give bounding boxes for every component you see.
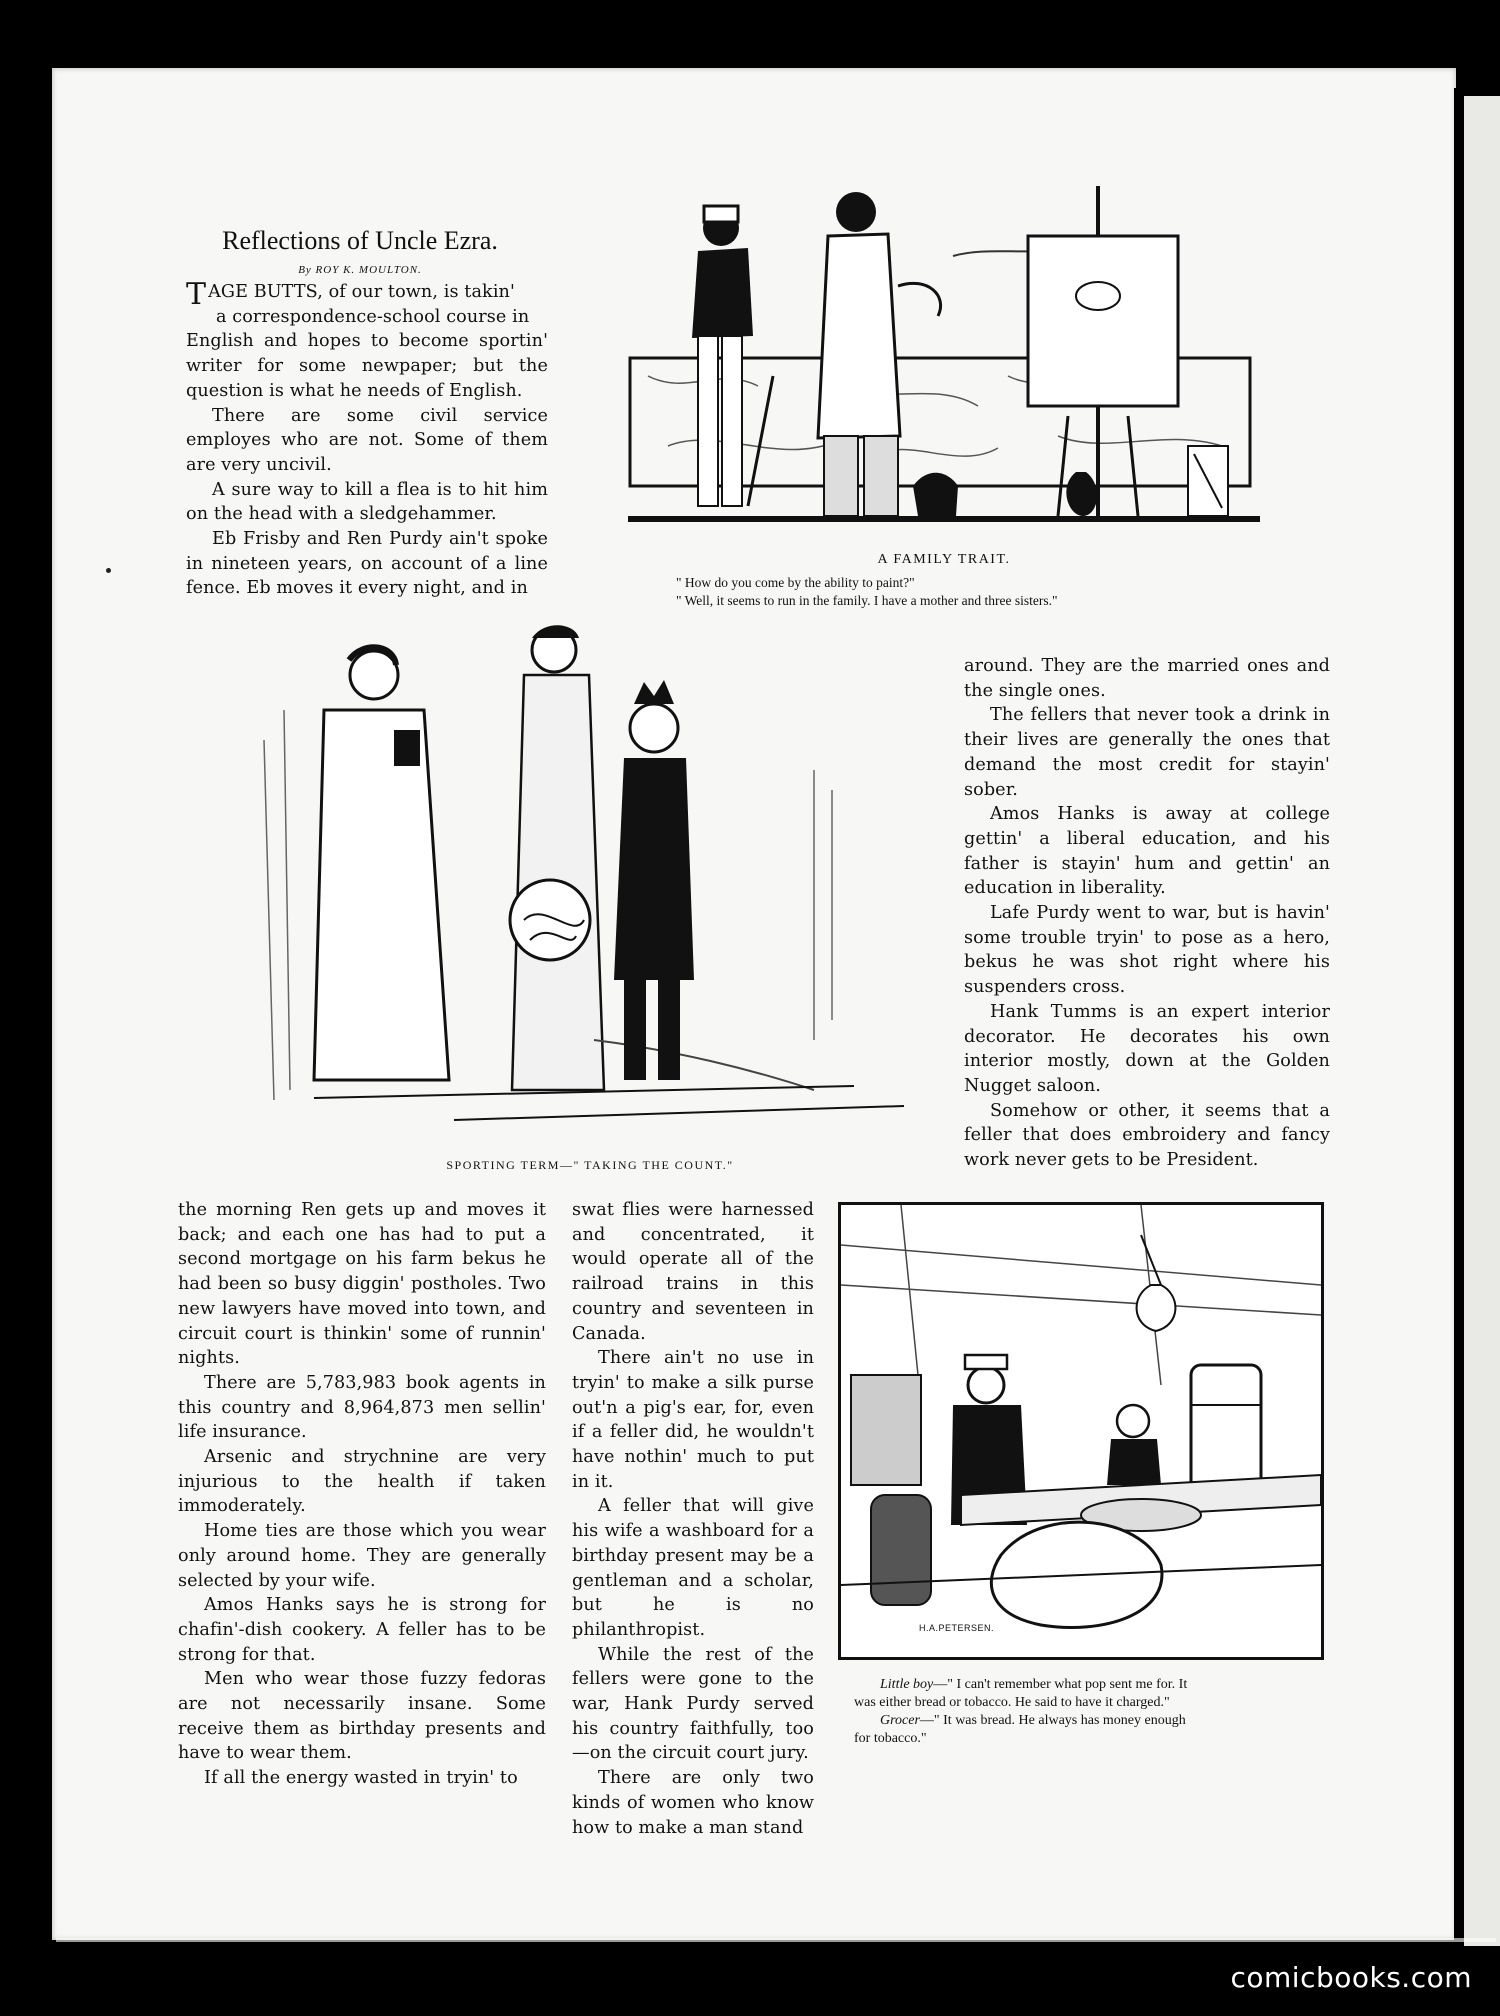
paragraph: around. They are the married ones and the single ones. xyxy=(964,656,1330,701)
page-binding-shadow xyxy=(1454,88,1464,1948)
article-column-4 xyxy=(572,1198,814,1840)
grocer-artist-signature: H.A.PETERSEN. xyxy=(919,1623,995,1633)
lead-line-2: a correspondence-school course in xyxy=(216,306,530,327)
paragraph: A feller that will give his wife a washboard for a birthday present may be a gentleman and a scholar, but he is no philanthropist. xyxy=(572,1496,814,1640)
drop-cap: T xyxy=(186,277,207,312)
paragraph: Eb Frisby and Ren Purdy ain't spoke in nineteen years, on account of a line fence. Eb moves it every night, and in xyxy=(186,529,548,599)
watermark-logo: comicbooks.com xyxy=(1230,1961,1472,1994)
cartoon-grocer xyxy=(838,1202,1324,1660)
page-bottom-edge xyxy=(56,1938,1496,1942)
paragraph: There ain't no use in tryin' to make a silk purse out'n a pig's ear, for, even if a feller did, he wouldn't have nothin' much to put in it. xyxy=(572,1348,814,1492)
speaker-little-boy: Little boy xyxy=(880,1677,934,1692)
speaker-grocer: Grocer xyxy=(880,1713,920,1728)
paragraph: A sure way to kill a flea is to hit him on the head with a sledgehammer. xyxy=(186,479,548,525)
article-column-3 xyxy=(178,1198,546,1791)
grocer-illustration xyxy=(841,1205,1321,1657)
cartoon-family-trait xyxy=(628,186,1260,540)
paragraph: Arsenic and strychnine are very injurious to the health if taken immoderately. xyxy=(178,1447,546,1517)
paragraph: Amos Hanks says he is strong for chafin'-dish cookery. A feller has to be strong for that. xyxy=(178,1595,546,1665)
paragraph: Men who wear those fuzzy fedoras are not necessarily insane. Some receive them as birthday presents and have to wear them. xyxy=(178,1669,546,1764)
paragraph: The fellers that never took a drink in their lives are generally the ones that demand the most credit for stayin' sober. xyxy=(964,705,1330,800)
grocer-dialog-line-3 xyxy=(880,1712,1320,1730)
paragraph: swat flies were harnessed and concentrated, it would operate all of the railroad trains in this country and seventeen in Canada. xyxy=(572,1200,814,1344)
lead-paragraph xyxy=(186,277,548,329)
paragraph: Somehow or other, it seems that a feller that does embroidery and fancy work never gets to be President. xyxy=(964,1100,1330,1171)
paragraph: While the rest of the fellers were gone to the war, Hank Purdy served his country faithfully, too—on the circuit court jury. xyxy=(572,1644,814,1764)
paragraph: Lafe Purdy went to war, but is havin' some trouble tryin' to pose as a hero, bekus he was shot right where his suspenders cross. xyxy=(964,903,1330,998)
article-byline: By ROY K. MOULTON. xyxy=(298,264,422,276)
paragraph: English and hopes to become sportin' writer for some newpaper; but the question is what he needs of English. xyxy=(186,331,548,401)
paragraph: Hank Tumms is an expert interior decorator. He decorates his own interior mostly, down at the Golden Nugget saloon. xyxy=(964,1001,1330,1096)
paragraph: Home ties are those which you wear only around home. They are generally selected by your wife. xyxy=(178,1521,546,1591)
margin-dot xyxy=(106,568,111,573)
article-column-2 xyxy=(964,654,1330,1173)
paragraph: the morning Ren gets up and moves it back; and each one has had to put a second mortgage on his farm bekus he had been so busy diggin' postholes. Two new lawyers have moved into town, and circuit court is thinkin' some of runnin' nights. xyxy=(178,1200,546,1369)
grocer-dialog-line-4: for tobacco." xyxy=(854,1731,927,1746)
family-trait-caption: A FAMILY TRAIT. xyxy=(877,552,1011,567)
family-trait-illustration xyxy=(628,186,1260,540)
paragraph: There are 5,783,983 book agents in this country and 8,964,873 men sellin' life insurance. xyxy=(178,1372,546,1443)
paragraph: There are only two kinds of women who know how to make a man stand xyxy=(572,1768,814,1838)
paragraph: There are some civil service employes who are not. Some of them are very uncivil. xyxy=(186,405,548,475)
wedding-illustration xyxy=(254,620,930,1140)
dialog-text: —" It was bread. He always has money enough xyxy=(919,1713,1186,1728)
paragraph: If all the energy wasted in tryin' to xyxy=(204,1768,518,1789)
dialog-text: —" I can't remember what pop sent me for. It xyxy=(933,1677,1188,1692)
lead-line-1: AGE BUTTS, of our town, is takin' xyxy=(208,282,515,302)
grocer-dialog xyxy=(854,1676,1320,1748)
paragraph: Amos Hanks is away at college gettin' a liberal education, and his father is stayin' hum and gettin' an education in liberality. xyxy=(964,804,1330,899)
family-trait-dialog-1: " How do you come by the ability to paint?" xyxy=(676,575,915,590)
taking-the-count-caption: SPORTING TERM—" TAKING THE COUNT." xyxy=(446,1158,734,1172)
grocer-dialog-line-1 xyxy=(880,1676,1320,1694)
article-column-1 xyxy=(186,277,548,601)
next-page-edge xyxy=(1464,96,1500,1946)
family-trait-dialog-2: " Well, it seems to run in the family. I have a mother and three sisters." xyxy=(676,593,1058,608)
article-title: Reflections of Uncle Ezra. xyxy=(222,226,498,255)
cartoon-taking-the-count xyxy=(254,620,930,1140)
grocer-dialog-line-2: was either bread or tobacco. He said to have it charged." xyxy=(854,1695,1170,1710)
